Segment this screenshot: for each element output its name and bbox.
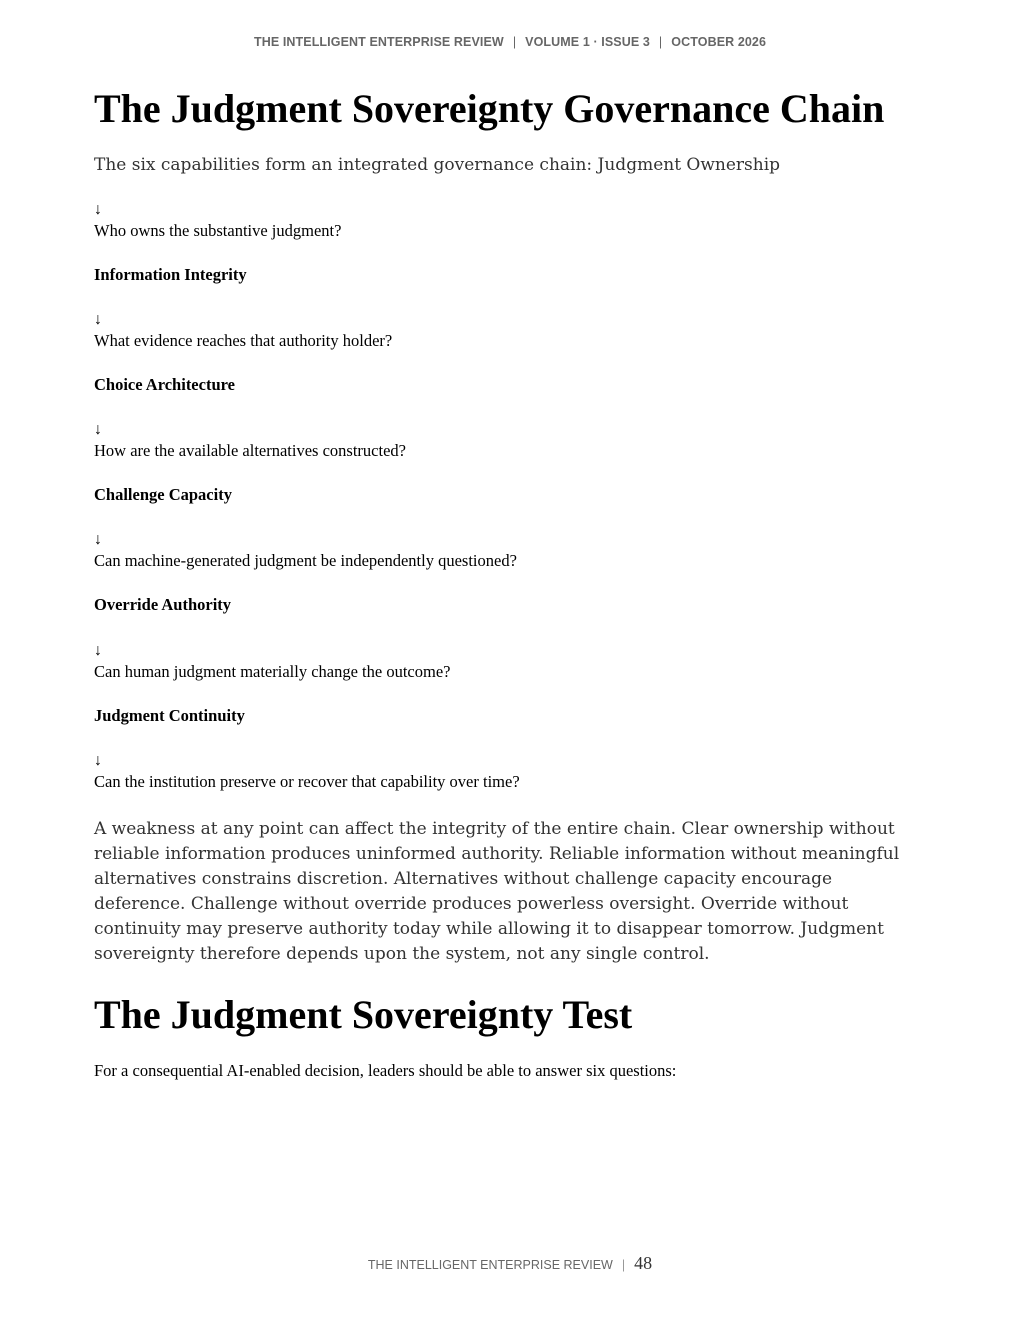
chain-question: Can the institution preserve or recover that capability over time? [94, 772, 520, 791]
chain-step [94, 200, 341, 286]
chain-step [94, 530, 517, 616]
chain-capability: Judgment Continuity [94, 706, 245, 725]
down-arrow-icon: ↓ [94, 752, 102, 769]
chain-step [94, 310, 392, 396]
chain-question: Who owns the substantive judgment? [94, 221, 342, 240]
chain-capability: Override Authority [94, 595, 232, 614]
down-arrow-icon: ↓ [94, 642, 102, 659]
down-arrow-icon: ↓ [94, 421, 102, 438]
section-title-sovereignty-test: The Judgment Sovereignty Test [94, 992, 633, 1037]
chain-capability: Challenge Capacity [94, 485, 232, 504]
header-date: OCTOBER 2026 [671, 35, 767, 49]
test-intro: For a consequential AI-enabled decision, leaders should be able to answer six questions: [94, 1061, 677, 1080]
page-footer [0, 1253, 1020, 1274]
down-arrow-icon: ↓ [94, 531, 102, 548]
chain-capability: Information Integrity [94, 265, 247, 284]
running-header [0, 35, 1020, 49]
chain-question: Can machine-generated judgment be independently questioned? [94, 551, 517, 570]
footer-separator: | [621, 1258, 626, 1272]
chain-capability: Choice Architecture [94, 375, 235, 394]
down-arrow-icon: ↓ [94, 201, 102, 218]
chain-question: Can human judgment materially change the outcome? [94, 662, 451, 681]
chain-explanation-paragraph: A weakness at any point can affect the integrity of the entire chain. Clear ownership without reliable information produces uninformed authority. Reliable information without meaningful alternatives constrains discretion. Alternatives without challenge capacity encourage deference. Challenge without override produces powerless oversight. Override without continuity may preserve authority today while allowing it to disappear tomorrow. Judgment sovereignty therefore depends upon the system, not any single control. [94, 819, 900, 964]
header-publication: THE INTELLIGENT ENTERPRISE REVIEW [253, 35, 504, 49]
header-issue: VOLUME 1 · ISSUE 3 [525, 35, 650, 49]
chain-step [94, 751, 520, 793]
down-arrow-icon: ↓ [94, 311, 102, 328]
chain-step [94, 420, 406, 506]
footer-publication: THE INTELLIGENT ENTERPRISE REVIEW [367, 1258, 613, 1272]
chain-step [94, 641, 450, 727]
chain-intro: The six capabilities form an integrated governance chain: Judgment Ownership [94, 155, 781, 175]
header-separator: | [512, 35, 517, 49]
section-title-governance-chain: The Judgment Sovereignty Governance Chain [94, 86, 885, 131]
page-number: 48 [634, 1253, 653, 1273]
chain-question: What evidence reaches that authority holder? [94, 331, 393, 350]
chain-question: How are the available alternatives constructed? [94, 441, 406, 460]
header-separator: | [658, 35, 663, 49]
